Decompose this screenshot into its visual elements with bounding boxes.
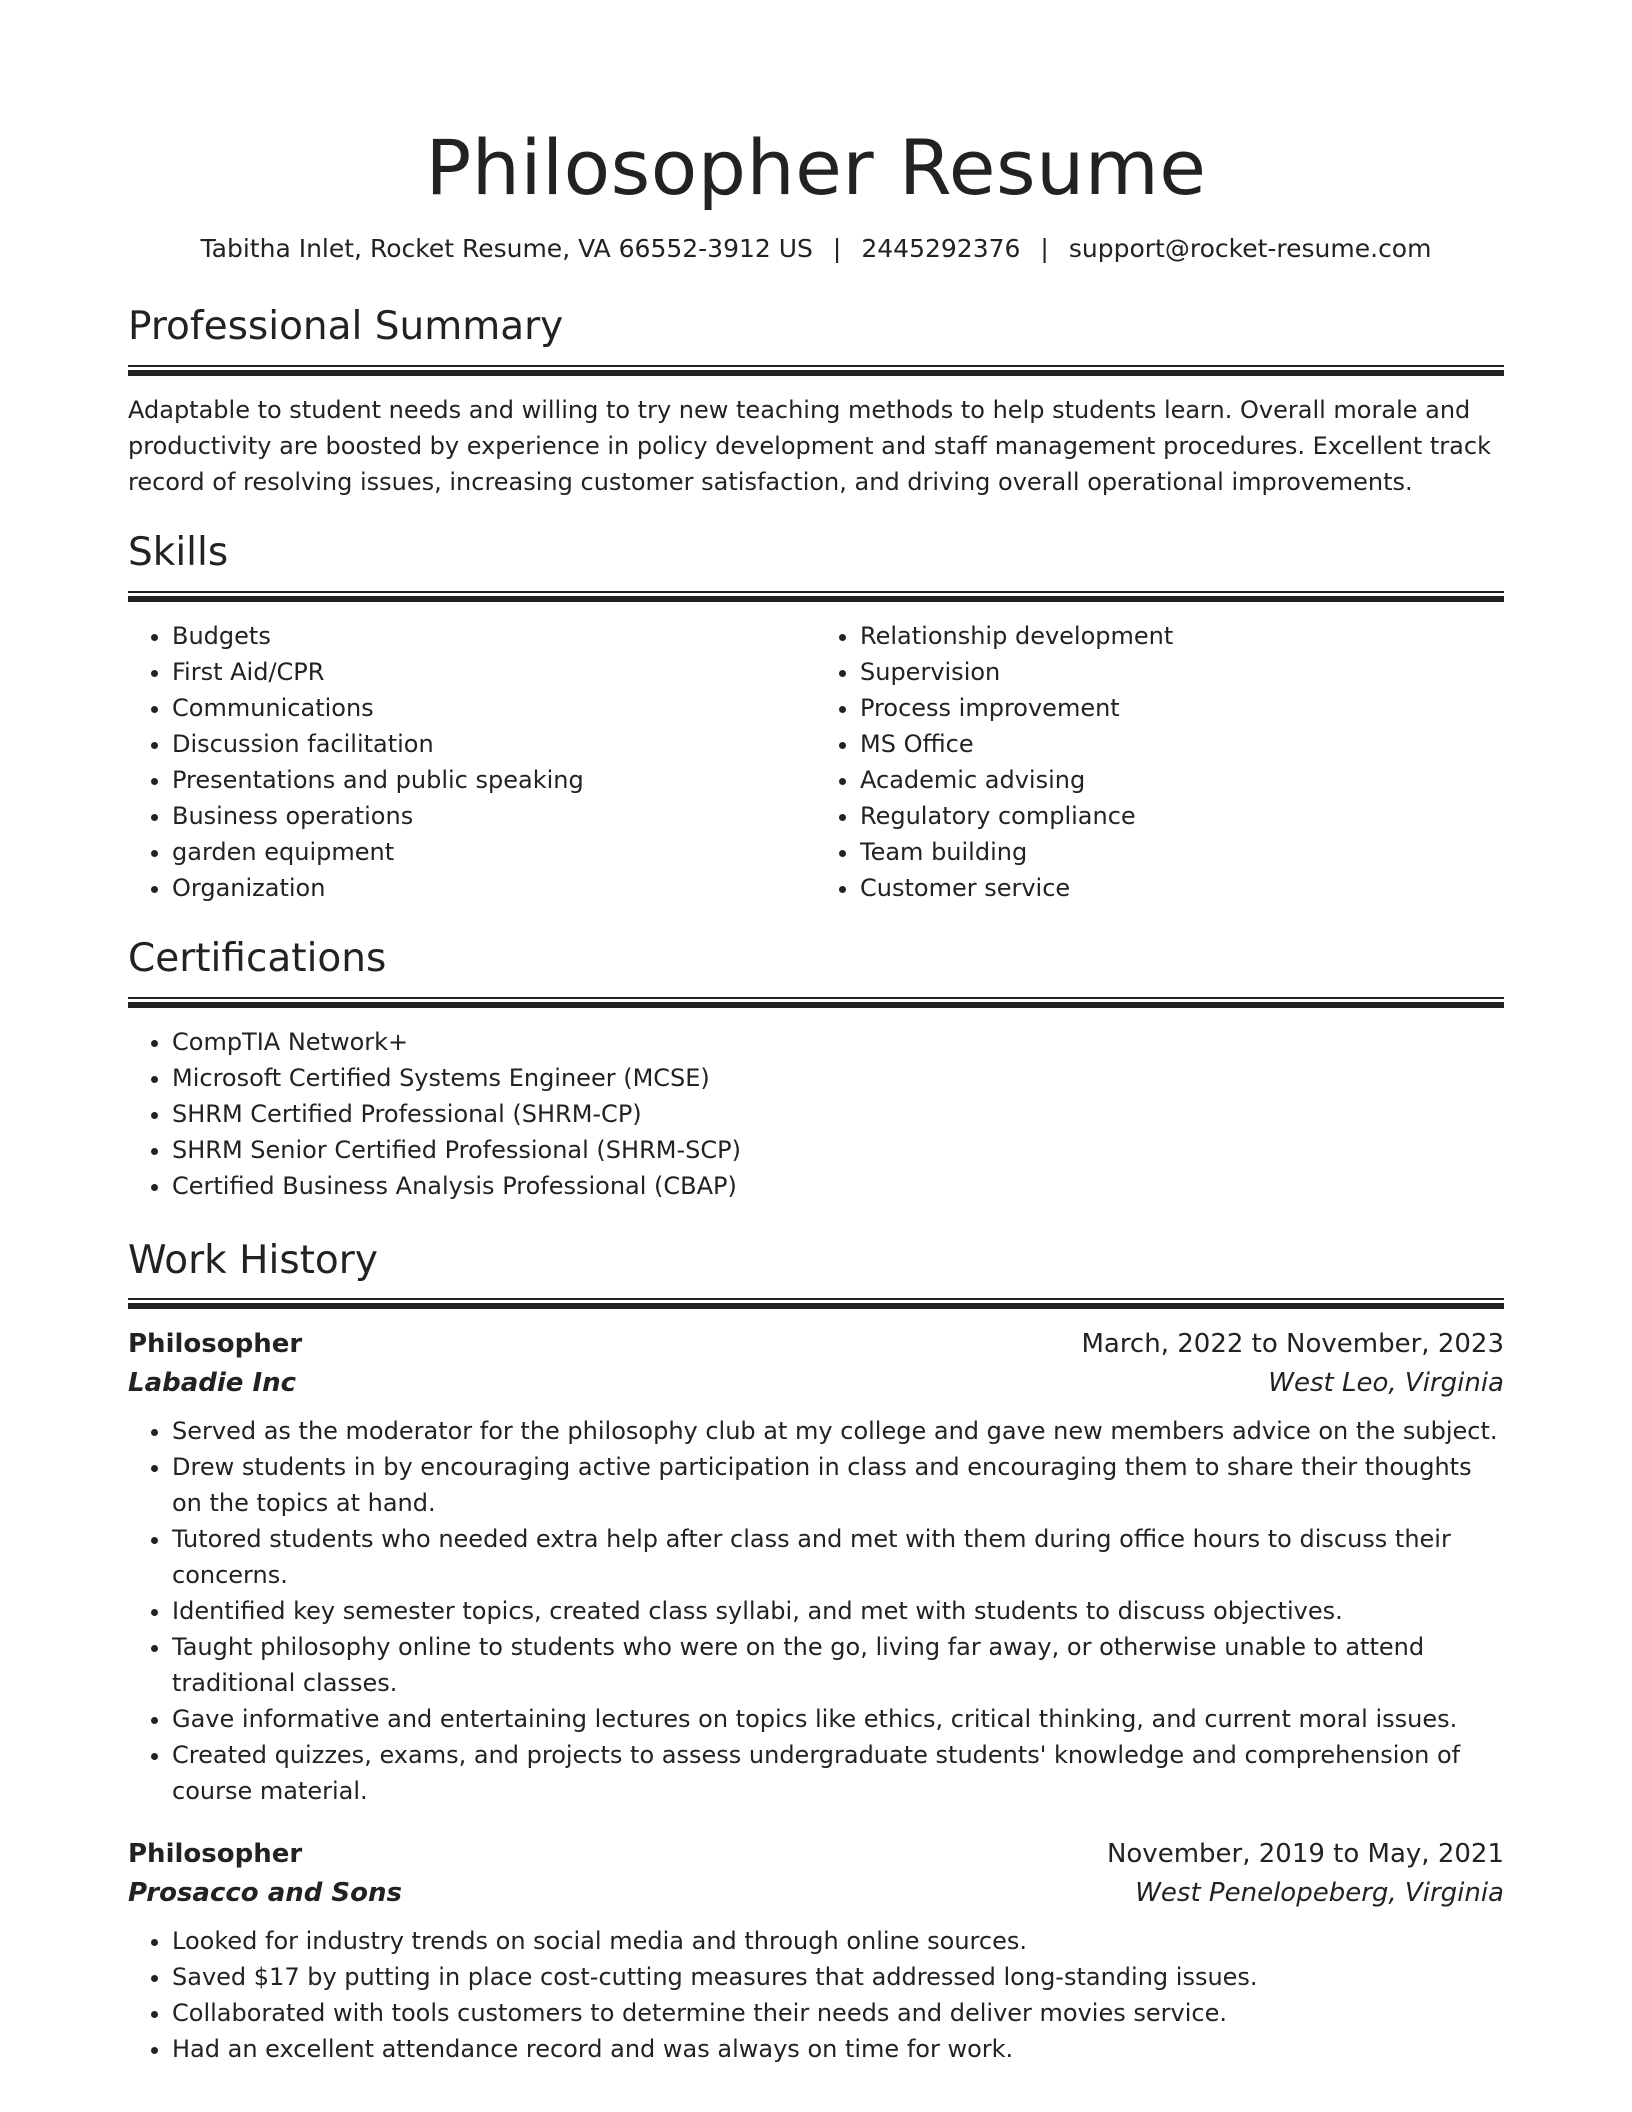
section-divider [128, 997, 1504, 1008]
certification-item: • SHRM Certified Professional (SHRM-CP) [172, 1096, 1504, 1132]
skill-item: • Discussion facilitation [172, 726, 816, 762]
job-bullet: • Created quizzes, exams, and projects to assess undergraduate students' knowledge and comprehension of course material. [172, 1737, 1504, 1809]
contact-email: support@rocket-resume.com [1068, 234, 1432, 264]
job-entry [128, 1835, 1504, 2067]
skills-section [128, 530, 1504, 906]
skill-item: • Process improvement [860, 690, 1504, 726]
job-header-row [128, 1835, 1504, 1874]
resume-title: Philosopher Resume [425, 123, 1207, 212]
certification-item: • SHRM Senior Certified Professional (SHRM-SCP) [172, 1132, 1504, 1168]
job-bullet: • Tutored students who needed extra help after class and met with them during office hours to discuss their concerns. [172, 1521, 1504, 1593]
job-bullet: • Looked for industry trends on social media and through online sources. [172, 1923, 1504, 1959]
skills-columns [128, 618, 1504, 906]
contact-phone: 2445292376 [861, 234, 1021, 264]
section-divider [128, 365, 1504, 376]
job-bullets [128, 1413, 1504, 1809]
job-bullets [128, 1923, 1504, 2067]
contact-separator: | [832, 234, 842, 264]
skill-item: • Supervision [860, 654, 1504, 690]
job-bullet: • Gave informative and entertaining lectures on topics like ethics, critical thinking, and current moral issues. [172, 1701, 1504, 1737]
contact-separator: | [1040, 234, 1049, 264]
job-dates: March, 2022 to November, 2023 [1081, 1329, 1504, 1360]
skill-item: • Presentations and public speaking [172, 762, 816, 798]
certification-item: • CompTIA Network+ [172, 1024, 1504, 1060]
section-title-work-history: Work History [128, 1237, 378, 1283]
job-company: Prosacco and Sons [128, 1878, 402, 1909]
skills-list-right [816, 618, 1504, 906]
job-title: Philosopher [128, 1839, 303, 1870]
job-location: West Penelopeberg, Virginia [1135, 1878, 1504, 1909]
skill-item: • Customer service [860, 870, 1504, 906]
skill-item: • Organization [172, 870, 816, 906]
job-bullet: • Saved $17 by putting in place cost-cutting measures that addressed long-standing issues. [172, 1959, 1504, 1995]
job-dates: November, 2019 to May, 2021 [1106, 1839, 1504, 1870]
work-history-section [128, 1238, 1504, 2068]
certification-item: • Microsoft Certified Systems Engineer (MCSE) [172, 1060, 1504, 1096]
section-title-summary: Professional Summary [128, 304, 564, 350]
skill-item: • Business operations [172, 798, 816, 834]
job-company-row [128, 1364, 1504, 1403]
section-title-certifications: Certifications [128, 935, 387, 981]
job-entry [128, 1325, 1504, 1809]
job-bullet: • Had an excellent attendance record and was always on time for work. [172, 2031, 1504, 2067]
section-title-skills: Skills [128, 529, 229, 575]
job-title: Philosopher [128, 1329, 303, 1360]
job-company-row [128, 1874, 1504, 1913]
skill-item: • MS Office [860, 726, 1504, 762]
job-bullet: • Identified key semester topics, created class syllabi, and met with students to discuss objectives. [172, 1593, 1504, 1629]
job-bullet: • Drew students in by encouraging active participation in class and encouraging them to share their thoughts on the topics at hand. [172, 1449, 1504, 1521]
job-company: Labadie Inc [128, 1368, 297, 1399]
job-bullet: • Collaborated with tools customers to determine their needs and deliver movies service. [172, 1995, 1504, 2031]
job-header-row [128, 1325, 1504, 1364]
skill-item: • Relationship development [860, 618, 1504, 654]
job-bullet: • Served as the moderator for the philosophy club at my college and gave new members advice on the subject. [172, 1413, 1504, 1449]
section-divider [128, 1298, 1504, 1309]
skill-item: • garden equipment [172, 834, 816, 870]
skill-item: • Regulatory compliance [860, 798, 1504, 834]
contact-line [128, 231, 1504, 266]
skill-item: • Team building [860, 834, 1504, 870]
skill-item: • Communications [172, 690, 816, 726]
skill-item: • Budgets [172, 618, 816, 654]
skill-item: • First Aid/CPR [172, 654, 816, 690]
job-location: West Leo, Virginia [1268, 1368, 1504, 1399]
contact-address: Tabitha Inlet, Rocket Resume, VA 66552-3912 US [200, 234, 813, 264]
section-divider [128, 591, 1504, 602]
skill-item: • Academic advising [860, 762, 1504, 798]
certification-item: • Certified Business Analysis Professional (CBAP) [172, 1168, 1504, 1204]
certifications-section [128, 936, 1504, 1204]
job-bullet: • Taught philosophy online to students who were on the go, living far away, or otherwise unable to attend traditional classes. [172, 1629, 1504, 1701]
summary-section [128, 304, 1504, 500]
skills-list-left [128, 618, 816, 906]
certifications-list [128, 1024, 1504, 1204]
summary-text: Adaptable to student needs and willing to try new teaching methods to help students learn. Overall morale and productivity are boosted by experience in policy development and staff management procedures. Excellent track record of resolving issues, increasing customer satisfaction, and driving overall operational improvements. [128, 395, 1491, 496]
